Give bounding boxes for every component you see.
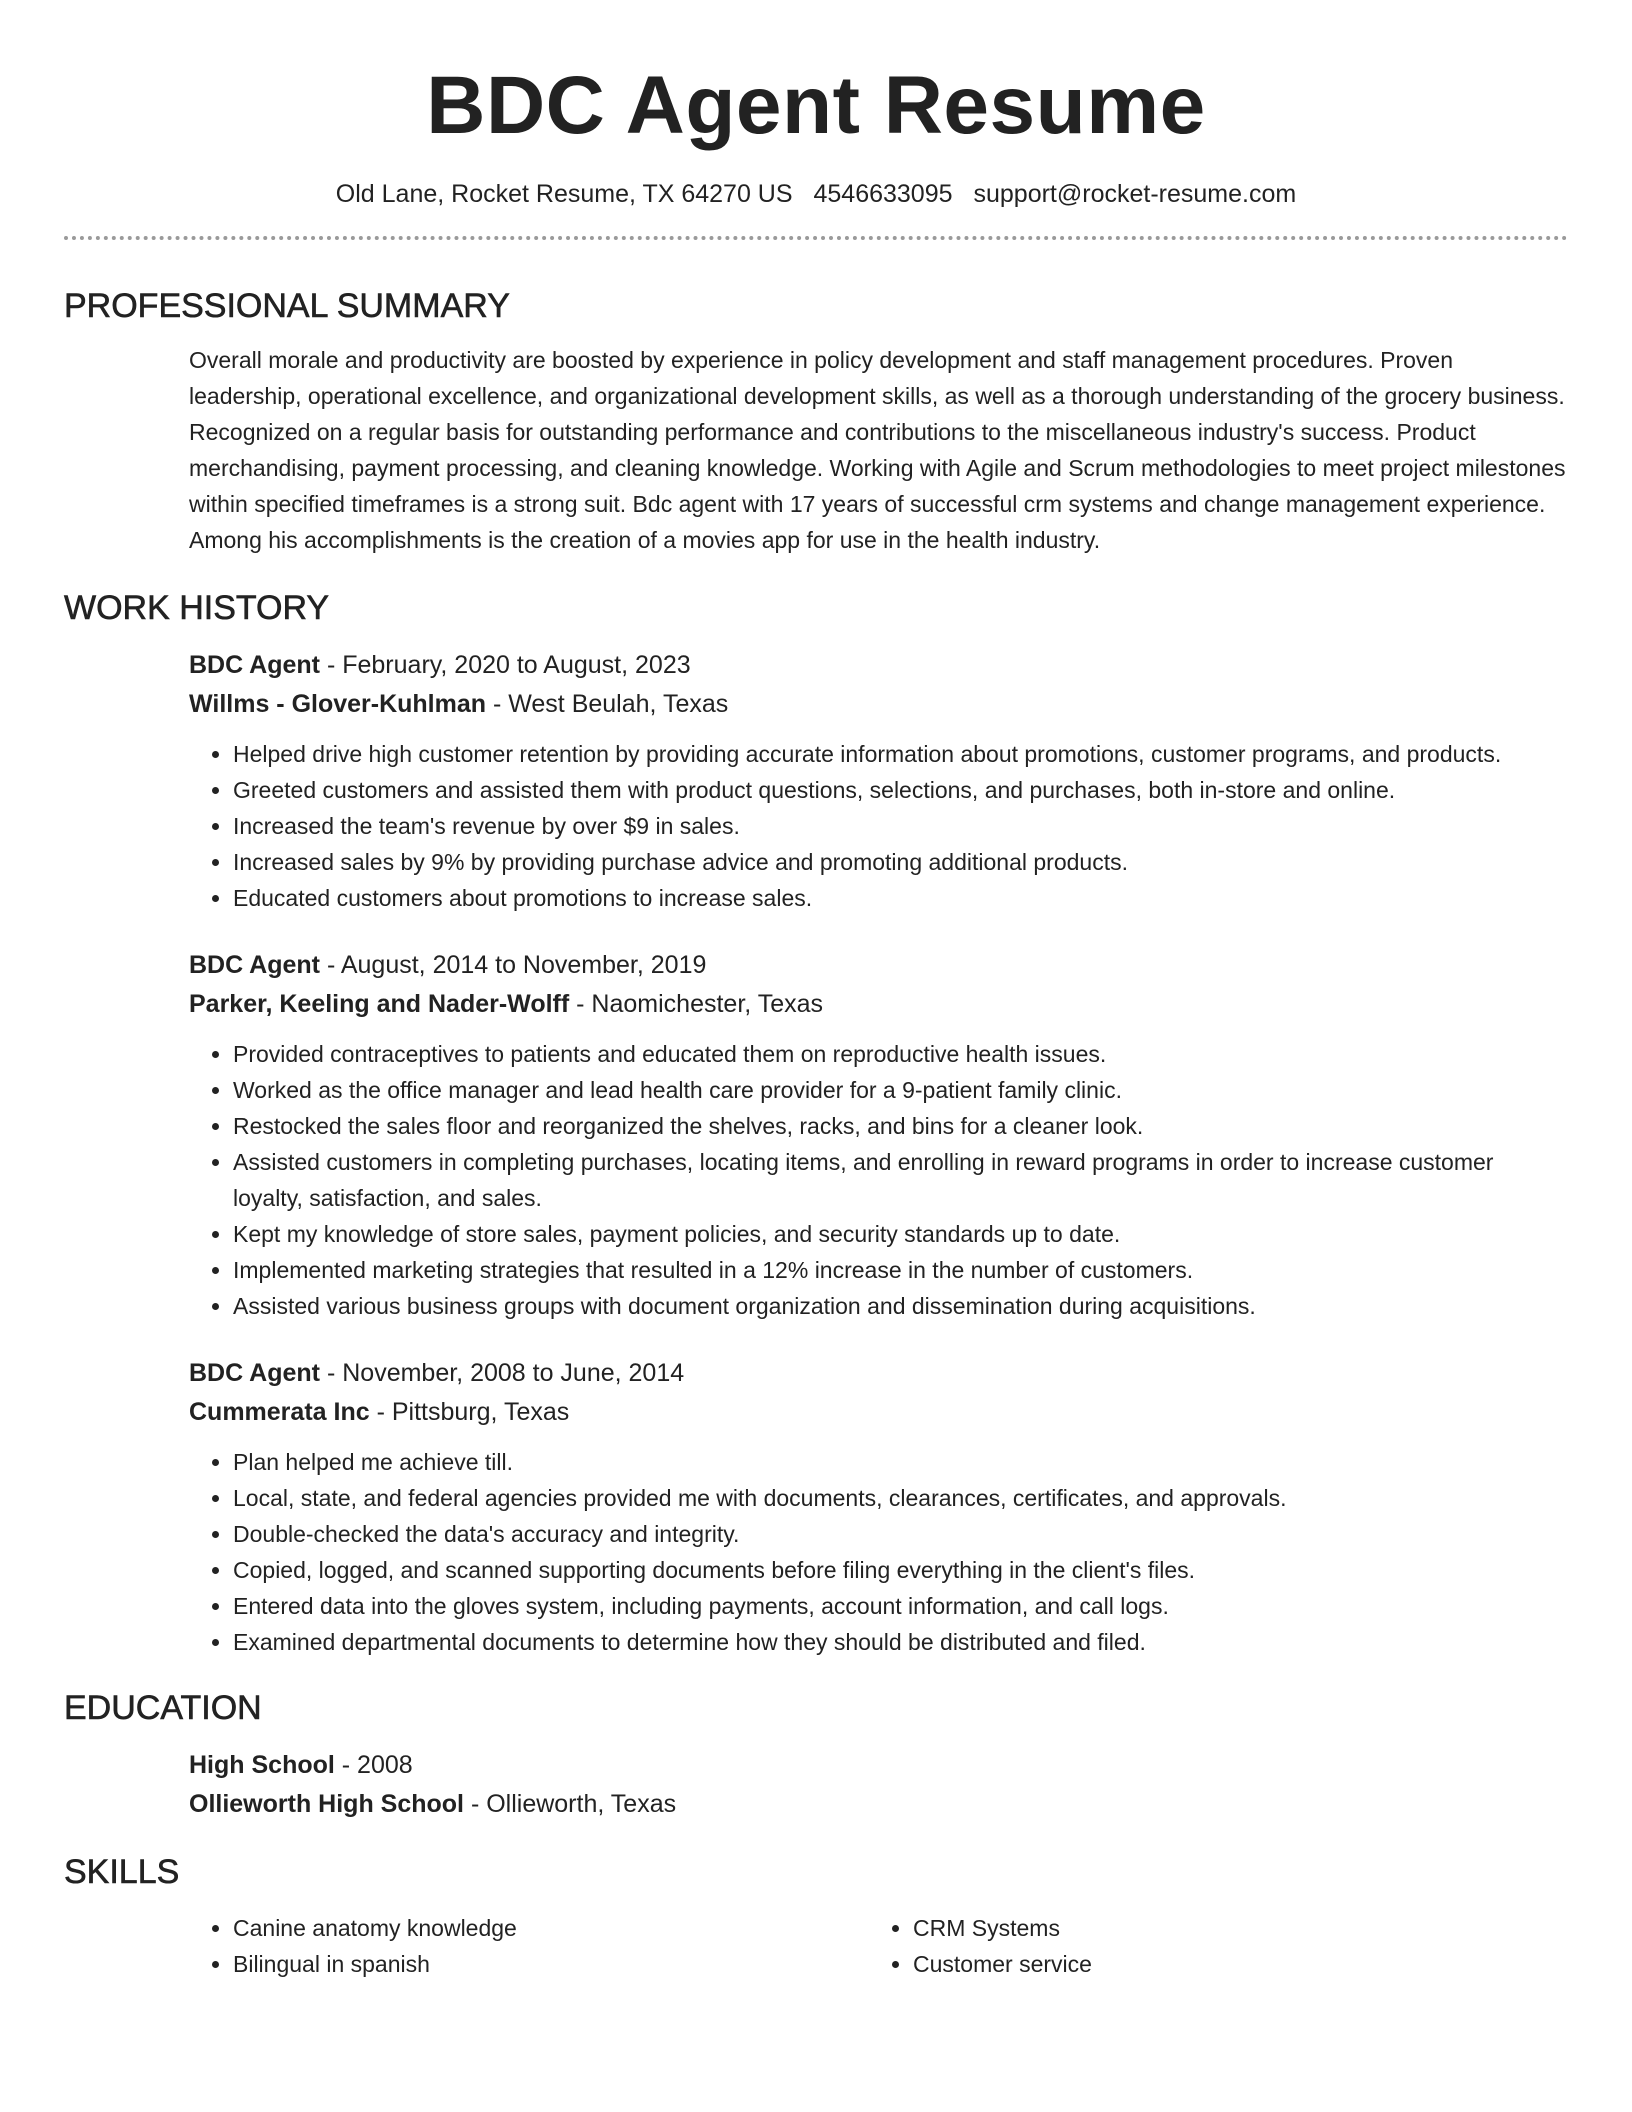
job-location: - West Beulah, Texas [486,690,729,718]
job-company: Parker, Keeling and Nader-Wolff [189,990,570,1018]
job-bullet: • Educated customers about promotions to increase sales. [233,880,1568,916]
job-title: BDC Agent [189,1359,321,1387]
contact-address: Old Lane, Rocket Resume, TX 64270 US [335,180,793,208]
job-location: - Pittsburg, Texas [369,1398,570,1426]
job-bullets [189,1444,1568,1660]
job-bullet: • Copied, logged, and scanned supporting documents before filing everything in the client's files. [233,1552,1568,1588]
job-location: - Naomichester, Texas [569,990,824,1018]
job-title: BDC Agent [189,951,321,979]
job-company-line [189,985,1568,1024]
skills-heading: SKILLS [64,1853,180,1891]
education-entry [189,1746,1568,1824]
skills-column-left [189,1910,869,1982]
education-year: - 2008 [334,1751,413,1779]
contact-email: support@rocket-resume.com [973,180,1297,208]
contact-line [64,178,1568,210]
job-bullet: • Provided contraceptives to patients and educated them on reproductive health issues. [233,1036,1568,1072]
job-bullet: • Assisted customers in completing purchases, locating items, and enrolling in reward programs in order to increase customer loyalty, satisfaction, and sales. [233,1144,1568,1216]
education-location: - Ollieworth, Texas [464,1790,677,1818]
education-degree-line [189,1746,1568,1785]
job-title-line [189,946,1568,985]
skill-item: • Canine anatomy knowledge [233,1910,869,1946]
education-school-line [189,1785,1568,1824]
job-company-line [189,685,1568,724]
job-bullet: • Plan helped me achieve till. [233,1444,1568,1480]
job-title-line [189,1354,1568,1393]
job-bullets [189,736,1568,916]
contact-phone: 4546633095 [813,180,953,208]
skills-column-right [869,1910,1549,1982]
skill-item: • Bilingual in spanish [233,1946,869,1982]
job-dates: - February, 2020 to August, 2023 [320,651,691,679]
work-history-heading: WORK HISTORY [64,589,330,627]
job-bullet: • Greeted customers and assisted them with product questions, selections, and purchases, both in-store and online. [233,772,1568,808]
skills-list [189,1910,1568,1982]
job-bullet: • Assisted various business groups with document organization and dissemination during acquisitions. [233,1288,1568,1324]
job-bullets [189,1036,1568,1324]
job-company: Willms - Glover-Kuhlman [189,690,487,718]
job-company-line [189,1393,1568,1432]
job-bullet: • Kept my knowledge of store sales, payment policies, and security standards up to date. [233,1216,1568,1252]
job-title: BDC Agent [189,651,321,679]
job-bullet: • Entered data into the gloves system, including payments, account information, and call logs. [233,1588,1568,1624]
job-bullet: • Implemented marketing strategies that resulted in a 12% increase in the number of customers. [233,1252,1568,1288]
job-bullet: • Examined departmental documents to determine how they should be distributed and filed. [233,1624,1568,1660]
skill-item: • Customer service [913,1946,1549,1982]
job-entry [189,646,1568,916]
education-school: Ollieworth High School [189,1790,464,1818]
summary-heading: PROFESSIONAL SUMMARY [64,287,510,325]
job-bullet: • Local, state, and federal agencies provided me with documents, clearances, certificates, and approvals. [233,1480,1568,1516]
summary-text: Overall morale and productivity are boosted by experience in policy development and staff management procedures. Proven leadership, operational excellence, and organizational development skills, as well as a thorough understanding of the grocery business. Recognized on a regular basis for outstanding performance and contributions to the miscellaneous industry's success. Product merchandising, payment processing, and cleaning knowledge. Working with Agile and Scrum methodologies to meet project milestones within specified timeframes is a strong suit. Bdc agent with 17 years of successful crm systems and change management experience. Among his accomplishments is the creation of a movies app for use in the health industry. [189,347,1566,553]
header-divider [64,236,1568,240]
resume-title: BDC Agent Resume [426,60,1206,151]
education-heading: EDUCATION [64,1689,262,1727]
job-bullet: • Restocked the sales floor and reorganized the shelves, racks, and bins for a cleaner look. [233,1108,1568,1144]
job-bullet: • Double-checked the data's accuracy and integrity. [233,1516,1568,1552]
education-degree: High School [189,1751,335,1779]
job-dates: - August, 2014 to November, 2019 [320,951,707,979]
job-bullet: • Worked as the office manager and lead health care provider for a 9-patient family clinic. [233,1072,1568,1108]
job-entry [189,1354,1568,1660]
job-title-line [189,646,1568,685]
job-company: Cummerata Inc [189,1398,370,1426]
job-entry [189,946,1568,1324]
job-bullet: • Helped drive high customer retention by providing accurate information about promotions, customer programs, and products. [233,736,1568,772]
work-history-list [189,646,1568,1660]
job-bullet: • Increased sales by 9% by providing purchase advice and promoting additional products. [233,844,1568,880]
job-bullet: • Increased the team's revenue by over $9 in sales. [233,808,1568,844]
skill-item: • CRM Systems [913,1910,1549,1946]
job-dates: - November, 2008 to June, 2014 [320,1359,685,1387]
